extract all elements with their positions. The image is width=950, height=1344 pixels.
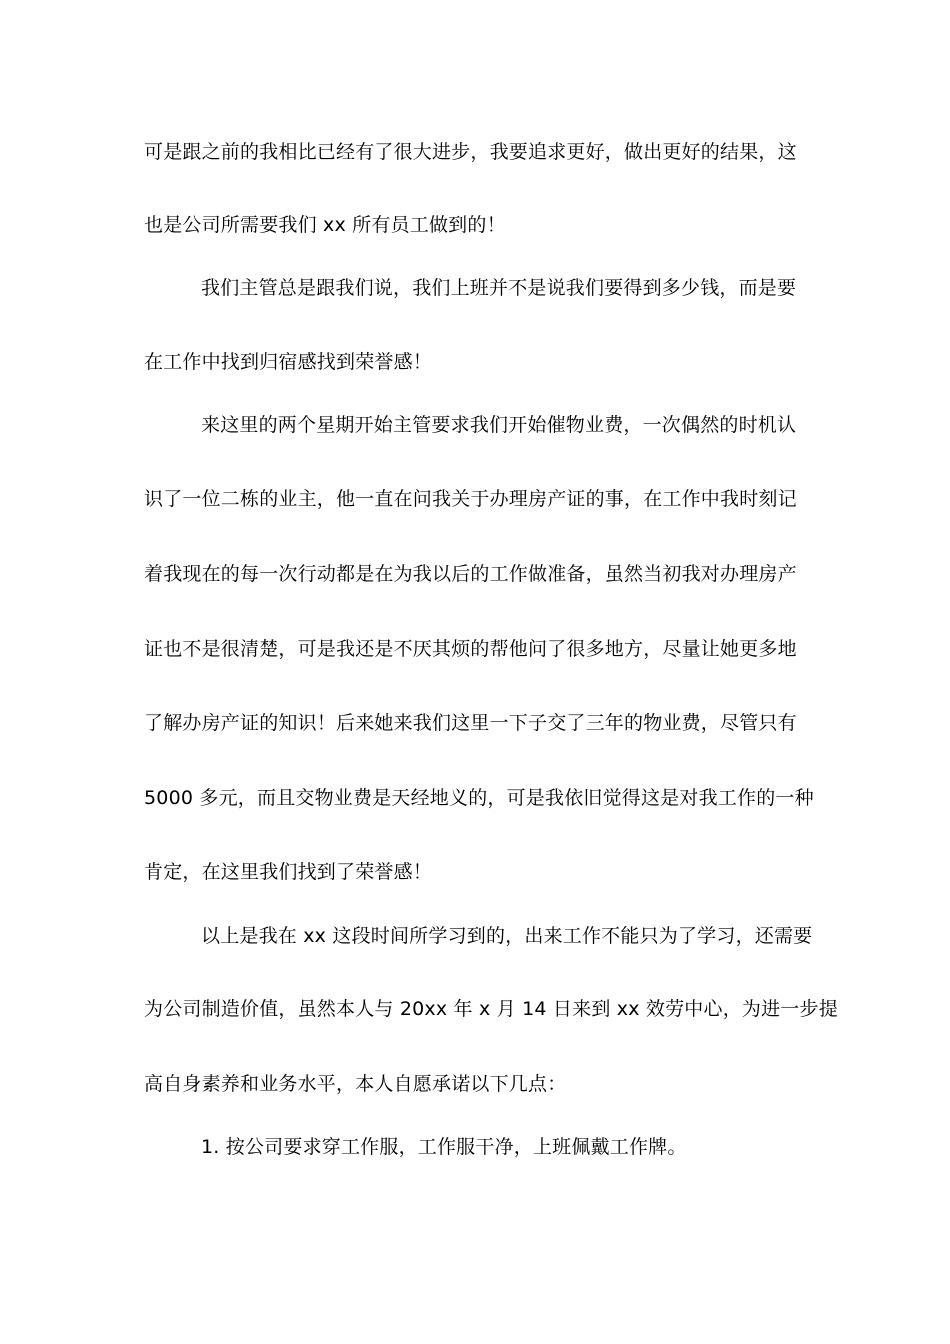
- paragraph-line: 我们主管总是跟我们说，我们上班并不是说我们要得到多少钱，而是要: [201, 277, 797, 299]
- paragraph-line: 为公司制造价值，虽然本人与 20xx 年 x 月 14 日来到 xx 效劳中心，为进一步提: [144, 998, 838, 1020]
- paragraph-line: 在工作中找到归宿感找到荣誉感！: [144, 351, 433, 373]
- paragraph-line: 着我现在的每一次行动都是在为我以后的工作做准备，虽然当初我对办理房产: [144, 563, 797, 585]
- paragraph-line: 高自身素养和业务水平，本人自愿承诺以下几点：: [144, 1073, 567, 1095]
- paragraph-line: 证也不是很清楚，可是我还是不厌其烦的帮他问了很多地方，尽量让她更多地: [144, 638, 797, 660]
- paragraph-line: 肯定，在这里我们找到了荣誉感！: [144, 861, 433, 883]
- paragraph-line: 识了一位二栋的业主，他一直在问我关于办理房产证的事，在工作中我时刻记: [144, 488, 797, 510]
- paragraph-line: 了解办房产证的知识！后来她来我们这里一下子交了三年的物业费，尽管只有: [144, 712, 797, 734]
- list-item: 1. 按公司要求穿工作服，工作服干净，上班佩戴工作牌。: [201, 1136, 687, 1158]
- paragraph-line: 也是公司所需要我们 xx 所有员工做到的！: [144, 214, 506, 236]
- paragraph-line: 可是跟之前的我相比已经有了很大进步，我要追求更好，做出更好的结果，这: [144, 141, 797, 163]
- paragraph-line: 以上是我在 xx 这段时间所学习到的，出来工作不能只为了学习，还需要: [201, 925, 813, 947]
- paragraph-line: 5000 多元，而且交物业费是天经地义的，可是我依旧觉得这是对我工作的一种: [144, 787, 814, 809]
- paragraph-line: 来这里的两个星期开始主管要求我们开始催物业费，一次偶然的时机认: [201, 414, 797, 436]
